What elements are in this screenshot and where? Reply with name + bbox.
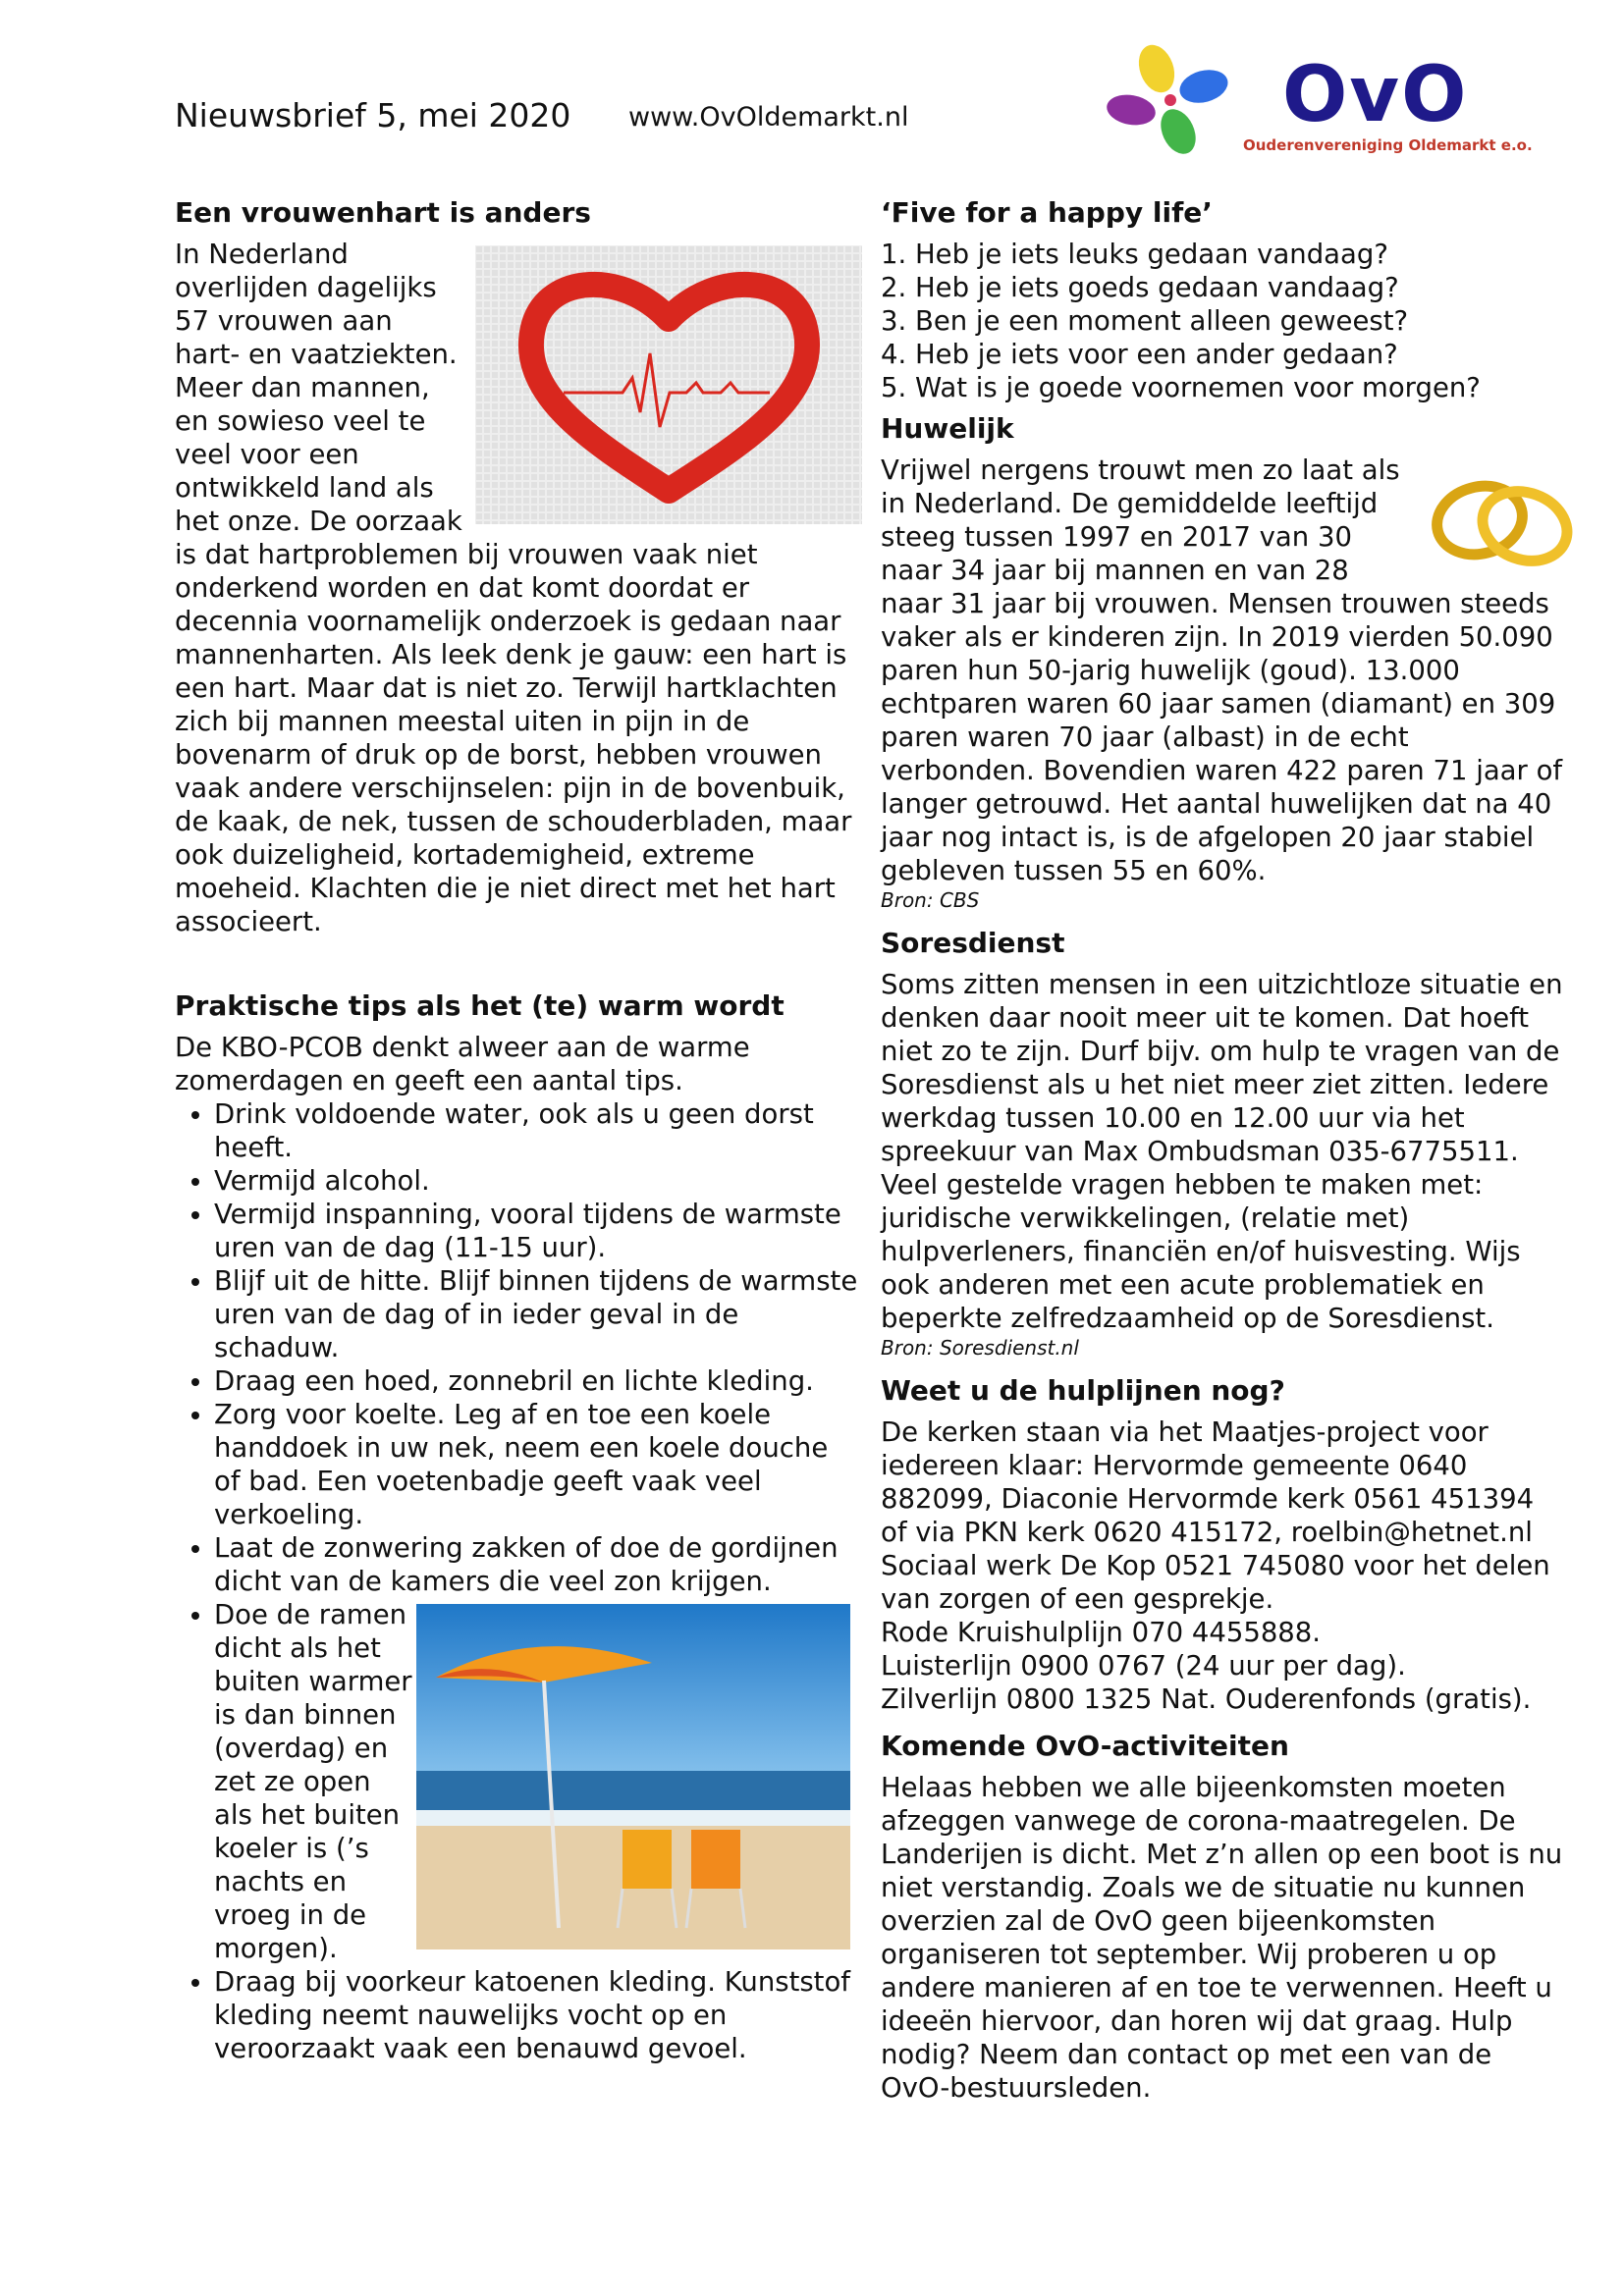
article-title-activiteiten: Komende OvO-activiteiten	[881, 1730, 1289, 1762]
hulplijnen-line: Sociaal werk De Kop 0521 745080 voor het delen van zorgen of een gesprekje.	[881, 1550, 1550, 1615]
article-title-tips: Praktische tips als het (te) warm wordt	[175, 989, 785, 1022]
article-title-five: ‘Five for a happy life’	[881, 196, 1213, 229]
list-item: • Draag bij voorkeur katoenen kleding. Kunststof kleding neemt nauwelijks vocht op en veroorzaakt vaak een benauwd gevoel.	[214, 1965, 862, 2065]
list-item: • Draag een hoed, zonnebril en lichte kleding.	[214, 1364, 862, 1398]
tips-intro: De KBO-PCOB denkt alweer aan de warme zomerdagen en geeft een aantal tips.	[175, 1032, 750, 1096]
list-item: 2. Heb je iets goeds gedaan vandaag?	[881, 272, 1399, 303]
hulplijnen-line: Luisterlijn 0900 0767 (24 uur per dag).	[881, 1650, 1406, 1682]
wedding-rings-image	[1419, 465, 1586, 573]
article-title-huwelijk: Huwelijk	[881, 412, 1014, 445]
website-link[interactable]: www.OvOldemarkt.nl	[628, 102, 909, 133]
list-item: • Vermijd alcohol.	[214, 1164, 862, 1198]
newsletter-issue: Nieuwsbrief 5, mei 2020	[175, 96, 571, 134]
flower-logo-icon	[1100, 37, 1237, 165]
source-soresdienst: Bron: Soresdienst.nl	[881, 1336, 1079, 1360]
beach-image	[416, 1604, 850, 1949]
list-item: • Drink voldoende water, ook als u geen dorst heeft.	[214, 1097, 862, 1164]
list-item: • Vermijd inspanning, vooral tijdens de warmste uren van de dag (11-15 uur).	[214, 1198, 862, 1264]
logo-subtitle: Ouderenvereniging Oldemarkt e.o.	[1243, 136, 1533, 154]
list-item: 5. Wat is je goede voornemen voor morgen?	[881, 372, 1481, 403]
hulplijnen-line: De kerken staan via het Maatjes-project voor iedereen klaar: Hervormde gemeente 0640 882099, Diaconie Hervormde kerk 0561 451394 of via PKN kerk 0620 415172, roelbin@hetnet.nl	[881, 1416, 1535, 1548]
list-item-text: Doe de ramen dicht als het buiten warmer is dan binnen (overdag) en zet ze open als het buiten koeler is (’s nachts en vroeg in de morgen).	[214, 1599, 412, 1964]
article-title-vrouwenhart: Een vrouwenhart is anders	[175, 196, 591, 229]
list-item: 4. Heb je iets voor een ander gedaan?	[881, 339, 1398, 370]
article-title-soresdienst: Soresdienst	[881, 927, 1065, 959]
hulplijnen-line: Rode Kruishulplijn 070 4455888.	[881, 1617, 1322, 1648]
right-column	[881, 196, 1568, 2105]
list-item	[214, 1598, 862, 1965]
left-column	[175, 196, 862, 2065]
list-item: • Blijf uit de hitte. Blijf binnen tijdens de warmste uren van de dag of in ieder geval in de schaduw.	[214, 1264, 862, 1364]
tips-list	[175, 1097, 862, 2065]
heart-image	[475, 245, 862, 524]
article-body-activiteiten: Helaas hebben we alle bijeenkomsten moeten afzeggen vanwege de corona-maatregelen. De Landerijen is dicht. Met z’n allen op een boot is nu niet verstandig. Zoals we de situatie nu kunnen overzien zal de OvO geen bijeenkomsten organiseren tot september. Wij proberen u op andere manieren af en toe te verwennen. Heeft u ideeën hiervoor, dan horen wij dat graag. Hulp nodig? Neem dan contact op met een van de OvO-bestuursleden.	[881, 1772, 1563, 2104]
five-list	[881, 238, 1568, 404]
article-title-hulplijnen: Weet u de hulplijnen nog?	[881, 1374, 1285, 1407]
article-body-vrouwenhart: In Nederland overlijden dagelijks 57 vrouwen aan hart- en vaatziekten. Meer dan mannen, en sowieso veel te veel voor een ontwikkeld land als het onze. De oorzaak is dat hartproblemen bij vrouwen vaak niet onderkend worden en dat komt doordat er decennia voornamelijk onderzoek is gedaan naar mannenharten. Als leek denk je gauw: een hart is een hart. Maar dat is niet zo. Terwijl hartklachten zich bij mannen meestal uiten in pijn in de bovenarm of druk op de borst, hebben vrouwen vaak andere verschijnselen: pijn in de bovenbuik, de kaak, de nek, tussen de schouderbladen, maar ook duizeligheid, kortademigheid, extreme moeheid. Klachten die je niet direct met het hart associeert.	[175, 239, 852, 937]
article-body-soresdienst: Soms zitten mensen in een uitzichtloze situatie en denken daar nooit meer uit te komen. Dat hoeft niet zo te zijn. Durf bijv. om hulp te vragen van de Soresdienst als u het niet meer ziet zitten. Iedere werkdag tussen 10.00 en 12.00 uur via het spreekuur van Max Ombudsman 035-6775511. Veel gestelde vragen hebben te maken met: juridische verwikkelingen, (relatie met) hulpverleners, financiën en/of huisvesting. Wijs ook anderen met een acute problematiek en beperkte zelfredzaamheid op de Soresdienst.	[881, 969, 1563, 1334]
source-huwelijk: Bron: CBS	[881, 888, 980, 912]
article-body-huwelijk: Vrijwel nergens trouwt men zo laat als in Nederland. De gemiddelde leeftijd steeg tussen 1997 en 2017 van 30 naar 34 jaar bij mannen en van 28 naar 31 jaar bij vrouwen. Mensen trouwen steeds vaker als er kinderen zijn. In 2019 vierden 50.090 paren hun 50-jarig huwelijk (goud). 13.000 echtparen waren 60 jaar samen (diamant) en 309 paren waren 70 jaar (albast) in de echt verbonden. Bovendien waren 422 paren 71 jaar of langer getrouwd. Het aantal huwelijken dat na 40 jaar nog intact is, is de afgelopen 20 jaar stabiel gebleven tussen 55 en 60%.	[881, 454, 1563, 886]
list-item: • Zorg voor koelte. Leg af en toe een koele handdoek in uw nek, neem een koele douche of bad. Een voetenbadje geeft vaak veel verkoeling.	[214, 1398, 862, 1531]
hulplijnen-line: Zilverlijn 0800 1325 Nat. Ouderenfonds (gratis).	[881, 1683, 1532, 1715]
list-item: • Laat de zonwering zakken of doe de gordijnen dicht van de kamers die veel zon krijgen.	[214, 1531, 862, 1598]
list-item: 3. Ben je een moment alleen geweest?	[881, 305, 1409, 337]
ovo-logo	[1100, 37, 1551, 165]
logo-name: OvO	[1282, 51, 1469, 139]
list-item: 1. Heb je iets leuks gedaan vandaag?	[881, 239, 1388, 270]
